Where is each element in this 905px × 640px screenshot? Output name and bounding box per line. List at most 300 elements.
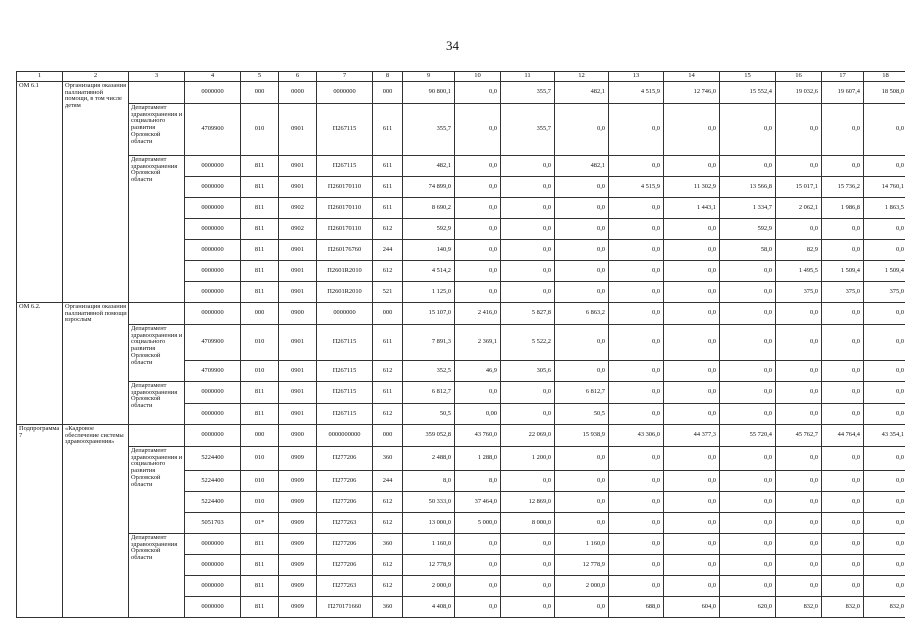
amount-cell: 2 000,0 xyxy=(403,576,455,597)
budget-code-cell: 0000000 xyxy=(185,177,241,198)
amount-cell: 43 306,0 xyxy=(609,425,664,447)
amount-cell: 2 062,1 xyxy=(776,198,822,219)
amount-cell: 0,0 xyxy=(720,534,776,555)
budget-code-cell: 0901 xyxy=(279,240,317,261)
budget-table xyxy=(16,71,905,618)
amount-cell: 0,0 xyxy=(455,261,501,282)
responsible-executor: Департамент здравоохранения и социального развития Орловской области xyxy=(129,104,185,156)
amount-cell: 0,0 xyxy=(822,240,864,261)
budget-code-cell: П267115 xyxy=(317,156,373,177)
budget-code-cell: 0000000 xyxy=(317,303,373,325)
amount-cell: 355,7 xyxy=(403,104,455,156)
amount-cell: 1 334,7 xyxy=(720,198,776,219)
column-number-row xyxy=(17,72,905,82)
amount-cell: 375,0 xyxy=(822,282,864,303)
budget-code-cell: 612 xyxy=(373,513,403,534)
amount-cell: 1 509,4 xyxy=(864,261,905,282)
column-number: 2 xyxy=(63,72,129,82)
amount-cell: 0,0 xyxy=(864,534,905,555)
budget-code-cell: 0909 xyxy=(279,576,317,597)
amount-cell: 4 515,9 xyxy=(609,177,664,198)
amount-cell: 0,0 xyxy=(501,282,555,303)
budget-code-cell: 811 xyxy=(241,597,279,618)
amount-cell: 0,0 xyxy=(609,471,664,492)
amount-cell: 0,0 xyxy=(555,597,609,618)
amount-cell: 359 052,8 xyxy=(403,425,455,447)
budget-code-cell: 811 xyxy=(241,156,279,177)
amount-cell: 0,0 xyxy=(609,219,664,240)
budget-code-cell: П277206 xyxy=(317,492,373,513)
amount-cell: 0,0 xyxy=(455,382,501,404)
budget-code-cell: 010 xyxy=(241,361,279,382)
amount-cell: 0,0 xyxy=(455,82,501,104)
amount-cell: 19 032,6 xyxy=(776,82,822,104)
amount-cell: 482,1 xyxy=(555,156,609,177)
amount-cell: 0,0 xyxy=(822,534,864,555)
budget-code-cell: 0909 xyxy=(279,447,317,471)
amount-cell: 0,0 xyxy=(455,597,501,618)
amount-cell: 0,0 xyxy=(664,404,720,425)
amount-cell: 4 515,9 xyxy=(609,82,664,104)
amount-cell: 6 812,7 xyxy=(403,382,455,404)
budget-code-cell: 0000000 xyxy=(185,303,241,325)
amount-cell: 0,0 xyxy=(776,513,822,534)
amount-cell: 620,0 xyxy=(720,597,776,618)
amount-cell: 0,0 xyxy=(501,534,555,555)
amount-cell: 5 000,0 xyxy=(455,513,501,534)
amount-cell: 0,0 xyxy=(776,104,822,156)
budget-code-cell: 5224400 xyxy=(185,492,241,513)
budget-code-cell: 000 xyxy=(373,82,403,104)
amount-cell: 0,0 xyxy=(555,513,609,534)
column-number: 6 xyxy=(279,72,317,82)
amount-cell: 0,0 xyxy=(864,404,905,425)
budget-code-cell: 0901 xyxy=(279,261,317,282)
amount-cell: 0,0 xyxy=(455,104,501,156)
amount-cell: 1 200,0 xyxy=(501,447,555,471)
amount-cell: 0,0 xyxy=(776,555,822,576)
amount-cell: 8 690,2 xyxy=(403,198,455,219)
budget-code-cell: 010 xyxy=(241,447,279,471)
amount-cell: 13 566,8 xyxy=(720,177,776,198)
amount-cell: 2 369,1 xyxy=(455,325,501,361)
amount-cell: 0,0 xyxy=(864,555,905,576)
amount-cell: 50 333,0 xyxy=(403,492,455,513)
amount-cell: 604,0 xyxy=(664,597,720,618)
amount-cell: 0,0 xyxy=(822,361,864,382)
amount-cell: 4 514,2 xyxy=(403,261,455,282)
amount-cell: 0,0 xyxy=(455,282,501,303)
amount-cell: 0,0 xyxy=(720,325,776,361)
column-number: 1 xyxy=(17,72,63,82)
budget-code-cell: 244 xyxy=(373,471,403,492)
amount-cell: 0,0 xyxy=(609,104,664,156)
amount-cell: 0,0 xyxy=(555,361,609,382)
amount-cell: 0,0 xyxy=(776,156,822,177)
amount-cell: 0,0 xyxy=(609,382,664,404)
budget-code-cell: 0000000 xyxy=(185,534,241,555)
amount-cell: 1 509,4 xyxy=(822,261,864,282)
amount-cell: 0,0 xyxy=(455,219,501,240)
amount-cell: 0,0 xyxy=(864,303,905,325)
amount-cell: 8 000,0 xyxy=(501,513,555,534)
amount-cell: 0,0 xyxy=(609,492,664,513)
amount-cell: 0,0 xyxy=(664,240,720,261)
budget-code-cell: П277263 xyxy=(317,513,373,534)
budget-code-cell: 0000000 xyxy=(185,219,241,240)
amount-cell: 0,0 xyxy=(822,576,864,597)
amount-cell: 0,0 xyxy=(664,447,720,471)
budget-code-cell: 010 xyxy=(241,325,279,361)
column-number: 15 xyxy=(720,72,776,82)
budget-code-cell: П277206 xyxy=(317,555,373,576)
responsible-executor xyxy=(129,425,185,447)
measure-name: «Кадровое обеспечение системы здравоохранения» xyxy=(63,425,129,618)
table-row xyxy=(17,382,905,404)
measure-code: ОМ 6.1 xyxy=(17,82,63,303)
amount-cell: 832,0 xyxy=(864,597,905,618)
amount-cell: 355,7 xyxy=(501,104,555,156)
amount-cell: 375,0 xyxy=(864,282,905,303)
budget-code-cell: 0000000 xyxy=(185,82,241,104)
amount-cell: 688,0 xyxy=(609,597,664,618)
budget-code-cell: П267115 xyxy=(317,404,373,425)
amount-cell: 0,0 xyxy=(555,282,609,303)
amount-cell: 0,0 xyxy=(720,382,776,404)
amount-cell: 0,0 xyxy=(501,555,555,576)
budget-code-cell: 010 xyxy=(241,492,279,513)
amount-cell: 0,0 xyxy=(720,576,776,597)
amount-cell: 13 000,0 xyxy=(403,513,455,534)
amount-cell: 0,0 xyxy=(664,382,720,404)
amount-cell: 0,0 xyxy=(664,513,720,534)
column-number: 16 xyxy=(776,72,822,82)
amount-cell: 0,0 xyxy=(864,325,905,361)
amount-cell: 55 720,4 xyxy=(720,425,776,447)
amount-cell: 0,0 xyxy=(664,534,720,555)
budget-code-cell: 811 xyxy=(241,534,279,555)
amount-cell: 0,0 xyxy=(609,156,664,177)
amount-cell: 0,0 xyxy=(864,219,905,240)
column-number: 18 xyxy=(864,72,905,82)
budget-code-cell: 811 xyxy=(241,177,279,198)
budget-code-cell: 0901 xyxy=(279,382,317,404)
amount-cell: 2 488,0 xyxy=(403,447,455,471)
amount-cell: 0,0 xyxy=(720,492,776,513)
budget-code-cell: 612 xyxy=(373,219,403,240)
amount-cell: 0,0 xyxy=(776,303,822,325)
amount-cell: 0,0 xyxy=(609,198,664,219)
column-number: 9 xyxy=(403,72,455,82)
amount-cell: 12 778,9 xyxy=(555,555,609,576)
budget-code-cell: П260176760 xyxy=(317,240,373,261)
amount-cell: 0,0 xyxy=(664,156,720,177)
amount-cell: 0,0 xyxy=(664,219,720,240)
table-row xyxy=(17,325,905,361)
amount-cell: 0,0 xyxy=(822,471,864,492)
amount-cell: 0,0 xyxy=(822,555,864,576)
column-number: 5 xyxy=(241,72,279,82)
amount-cell: 1 863,5 xyxy=(864,198,905,219)
budget-code-cell: 811 xyxy=(241,219,279,240)
table-row xyxy=(17,534,905,555)
table-row xyxy=(17,156,905,177)
responsible-executor: Департамент здравоохранения и социального развития Орловской области xyxy=(129,447,185,534)
amount-cell: 0,0 xyxy=(609,447,664,471)
amount-cell: 0,0 xyxy=(609,303,664,325)
budget-code-cell: 612 xyxy=(373,361,403,382)
budget-code-cell: 360 xyxy=(373,447,403,471)
amount-cell: 0,0 xyxy=(455,156,501,177)
budget-code-cell: 0900 xyxy=(279,303,317,325)
amount-cell: 0,0 xyxy=(555,261,609,282)
budget-code-cell: 0901 xyxy=(279,282,317,303)
column-number: 10 xyxy=(455,72,501,82)
budget-code-cell: 010 xyxy=(241,104,279,156)
amount-cell: 0,0 xyxy=(822,104,864,156)
amount-cell: 0,0 xyxy=(501,597,555,618)
column-number: 14 xyxy=(664,72,720,82)
amount-cell: 43 354,1 xyxy=(864,425,905,447)
amount-cell: 0,0 xyxy=(664,261,720,282)
measure-code: Подпрограмма 7 xyxy=(17,425,63,618)
amount-cell: 58,0 xyxy=(720,240,776,261)
amount-cell: 0,0 xyxy=(501,404,555,425)
amount-cell: 0,0 xyxy=(822,382,864,404)
budget-code-cell: 612 xyxy=(373,404,403,425)
amount-cell: 0,0 xyxy=(720,404,776,425)
amount-cell: 1 160,0 xyxy=(555,534,609,555)
amount-cell: 0,0 xyxy=(776,534,822,555)
amount-cell: 0,0 xyxy=(720,282,776,303)
amount-cell: 15 938,9 xyxy=(555,425,609,447)
amount-cell: 592,9 xyxy=(403,219,455,240)
amount-cell: 44 764,4 xyxy=(822,425,864,447)
amount-cell: 12 869,0 xyxy=(501,492,555,513)
amount-cell: 0,0 xyxy=(609,325,664,361)
budget-code-cell: 0000000 xyxy=(185,156,241,177)
budget-code-cell: 000 xyxy=(241,82,279,104)
budget-code-cell: 5051703 xyxy=(185,513,241,534)
amount-cell: 1 986,8 xyxy=(822,198,864,219)
budget-code-cell: 0901 xyxy=(279,325,317,361)
amount-cell: 140,9 xyxy=(403,240,455,261)
amount-cell: 0,0 xyxy=(609,534,664,555)
amount-cell: 5 522,2 xyxy=(501,325,555,361)
budget-code-cell: 611 xyxy=(373,198,403,219)
column-number: 4 xyxy=(185,72,241,82)
amount-cell: 0,0 xyxy=(555,104,609,156)
budget-code-cell: 0000000 xyxy=(185,425,241,447)
budget-code-cell: 5224400 xyxy=(185,447,241,471)
amount-cell: 305,6 xyxy=(501,361,555,382)
amount-cell: 0,0 xyxy=(776,219,822,240)
amount-cell: 1 160,0 xyxy=(403,534,455,555)
amount-cell: 1 125,0 xyxy=(403,282,455,303)
amount-cell: 0,0 xyxy=(609,282,664,303)
column-number: 8 xyxy=(373,72,403,82)
amount-cell: 0,0 xyxy=(864,576,905,597)
amount-cell: 0,0 xyxy=(720,361,776,382)
amount-cell: 0,0 xyxy=(664,282,720,303)
amount-cell: 0,0 xyxy=(555,240,609,261)
amount-cell: 0,0 xyxy=(455,177,501,198)
amount-cell: 0,0 xyxy=(822,219,864,240)
amount-cell: 0,0 xyxy=(720,513,776,534)
budget-code-cell: П2601R2010 xyxy=(317,282,373,303)
amount-cell: 0,0 xyxy=(822,303,864,325)
amount-cell: 15 552,4 xyxy=(720,82,776,104)
column-number: 12 xyxy=(555,72,609,82)
budget-code-cell: 000 xyxy=(241,425,279,447)
budget-code-cell: 0901 xyxy=(279,156,317,177)
amount-cell: 0,0 xyxy=(776,361,822,382)
amount-cell: 0,0 xyxy=(609,513,664,534)
responsible-executor: Департамент здравоохранения Орловской области xyxy=(129,156,185,303)
amount-cell: 0,0 xyxy=(609,261,664,282)
budget-code-cell: 612 xyxy=(373,492,403,513)
amount-cell: 375,0 xyxy=(776,282,822,303)
responsible-executor: Департамент здравоохранения Орловской области xyxy=(129,382,185,425)
budget-code-cell: П277206 xyxy=(317,471,373,492)
budget-code-cell: 611 xyxy=(373,104,403,156)
amount-cell: 0,0 xyxy=(501,261,555,282)
amount-cell: 0,0 xyxy=(501,576,555,597)
amount-cell: 90 800,1 xyxy=(403,82,455,104)
budget-code-cell: 521 xyxy=(373,282,403,303)
amount-cell: 50,5 xyxy=(403,404,455,425)
amount-cell: 0,0 xyxy=(776,471,822,492)
budget-code-cell: 811 xyxy=(241,404,279,425)
amount-cell: 0,0 xyxy=(664,325,720,361)
amount-cell: 0,0 xyxy=(776,447,822,471)
amount-cell: 0,0 xyxy=(555,492,609,513)
amount-cell: 0,0 xyxy=(864,156,905,177)
budget-code-cell: 0900 xyxy=(279,425,317,447)
amount-cell: 0,0 xyxy=(609,576,664,597)
amount-cell: 43 760,0 xyxy=(455,425,501,447)
table-row xyxy=(17,303,905,325)
amount-cell: 15 736,2 xyxy=(822,177,864,198)
budget-code-cell: 0901 xyxy=(279,404,317,425)
budget-code-cell: 611 xyxy=(373,156,403,177)
budget-code-cell: П2601R2010 xyxy=(317,261,373,282)
budget-code-cell: 4709900 xyxy=(185,361,241,382)
amount-cell: 37 464,0 xyxy=(455,492,501,513)
amount-cell: 0,0 xyxy=(555,325,609,361)
amount-cell: 22 069,0 xyxy=(501,425,555,447)
amount-cell: 0,0 xyxy=(455,555,501,576)
budget-code-cell: 000 xyxy=(241,303,279,325)
amount-cell: 6 863,2 xyxy=(555,303,609,325)
budget-code-cell: 0000000 xyxy=(185,198,241,219)
amount-cell: 0,0 xyxy=(555,219,609,240)
amount-cell: 0,0 xyxy=(864,240,905,261)
amount-cell: 482,1 xyxy=(555,82,609,104)
amount-cell: 0,0 xyxy=(822,156,864,177)
amount-cell: 0,0 xyxy=(501,219,555,240)
table-row xyxy=(17,425,905,447)
amount-cell: 0,0 xyxy=(501,177,555,198)
amount-cell: 0,0 xyxy=(664,471,720,492)
budget-code-cell: П267115 xyxy=(317,325,373,361)
budget-code-cell: П270171660 xyxy=(317,597,373,618)
column-number: 17 xyxy=(822,72,864,82)
responsible-executor xyxy=(129,303,185,325)
amount-cell: 0,0 xyxy=(822,447,864,471)
amount-cell: 18 508,0 xyxy=(864,82,905,104)
budget-code-cell: 612 xyxy=(373,555,403,576)
amount-cell: 5 827,8 xyxy=(501,303,555,325)
amount-cell: 0,0 xyxy=(664,104,720,156)
amount-cell: 832,0 xyxy=(822,597,864,618)
amount-cell: 44 377,3 xyxy=(664,425,720,447)
amount-cell: 82,9 xyxy=(776,240,822,261)
amount-cell: 832,0 xyxy=(776,597,822,618)
budget-code-cell: 811 xyxy=(241,261,279,282)
amount-cell: 0,0 xyxy=(822,492,864,513)
budget-code-cell: 5224400 xyxy=(185,471,241,492)
amount-cell: 12 778,9 xyxy=(403,555,455,576)
amount-cell: 592,9 xyxy=(720,219,776,240)
column-number: 7 xyxy=(317,72,373,82)
amount-cell: 0,0 xyxy=(776,382,822,404)
budget-code-cell: П260170110 xyxy=(317,198,373,219)
amount-cell: 0,0 xyxy=(776,576,822,597)
amount-cell: 0,0 xyxy=(555,447,609,471)
budget-code-cell: 811 xyxy=(241,555,279,576)
amount-cell: 0,0 xyxy=(664,492,720,513)
budget-code-cell: П267115 xyxy=(317,104,373,156)
budget-code-cell: 811 xyxy=(241,282,279,303)
amount-cell: 0,0 xyxy=(776,404,822,425)
amount-cell: 0,0 xyxy=(664,555,720,576)
budget-code-cell: П267115 xyxy=(317,361,373,382)
amount-cell: 0,0 xyxy=(864,447,905,471)
amount-cell: 0,0 xyxy=(609,404,664,425)
amount-cell: 15 017,1 xyxy=(776,177,822,198)
budget-code-cell: 811 xyxy=(241,382,279,404)
budget-code-cell: 0902 xyxy=(279,219,317,240)
amount-cell: 4 408,0 xyxy=(403,597,455,618)
responsible-executor: Департамент здравоохранения и социального развития Орловской области xyxy=(129,325,185,382)
budget-code-cell: 612 xyxy=(373,261,403,282)
budget-code-cell: П277206 xyxy=(317,534,373,555)
budget-code-cell: 611 xyxy=(373,325,403,361)
budget-code-cell: 611 xyxy=(373,177,403,198)
amount-cell: 0,0 xyxy=(720,555,776,576)
amount-cell: 0,0 xyxy=(720,447,776,471)
responsible-executor xyxy=(129,82,185,104)
budget-code-cell: 0000000 xyxy=(185,404,241,425)
budget-code-cell: 0909 xyxy=(279,534,317,555)
amount-cell: 0,0 xyxy=(776,325,822,361)
amount-cell: 8,0 xyxy=(403,471,455,492)
table-row xyxy=(17,447,905,471)
amount-cell: 0,0 xyxy=(501,198,555,219)
budget-code-cell: П267115 xyxy=(317,382,373,404)
amount-cell: 0,0 xyxy=(664,576,720,597)
amount-cell: 8,0 xyxy=(455,471,501,492)
amount-cell: 2 000,0 xyxy=(555,576,609,597)
amount-cell: 12 746,0 xyxy=(664,82,720,104)
budget-code-cell: 0000000 xyxy=(317,82,373,104)
budget-code-cell: 0909 xyxy=(279,513,317,534)
amount-cell: 0,0 xyxy=(720,303,776,325)
column-number: 11 xyxy=(501,72,555,82)
table-row xyxy=(17,104,905,156)
amount-cell: 19 607,4 xyxy=(822,82,864,104)
